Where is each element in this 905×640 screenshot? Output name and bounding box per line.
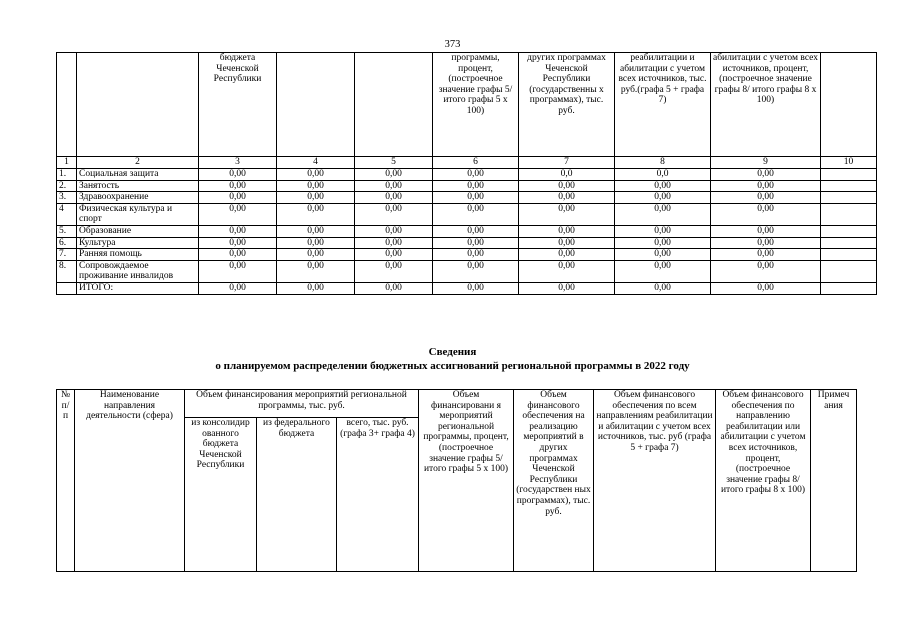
value-cell: 0,00 xyxy=(433,282,519,294)
funding-table-2021 xyxy=(56,52,877,295)
funding-table-2022 xyxy=(56,389,857,572)
value-cell: 0,00 xyxy=(355,192,433,204)
value-cell: 0,00 xyxy=(615,260,711,282)
value-cell: 0,00 xyxy=(277,249,355,261)
value-cell: 0,00 xyxy=(277,237,355,249)
value-cell: 0,00 xyxy=(277,282,355,294)
header-direction: Наименование направления деятельности (сфера) xyxy=(75,390,185,572)
value-cell: 0,00 xyxy=(433,225,519,237)
value-cell: 0,00 xyxy=(199,180,277,192)
note-cell xyxy=(821,237,877,249)
column-number: 3 xyxy=(199,157,277,169)
row-direction-name: Физическая культура и спорт xyxy=(77,203,199,225)
value-cell: 0,00 xyxy=(277,180,355,192)
value-cell: 0,00 xyxy=(711,260,821,282)
value-cell: 0,00 xyxy=(433,203,519,225)
value-cell: 0,00 xyxy=(615,282,711,294)
header-cell xyxy=(277,53,355,157)
note-cell xyxy=(821,169,877,181)
value-cell: 0,00 xyxy=(711,237,821,249)
value-cell: 0,00 xyxy=(355,237,433,249)
value-cell: 0,00 xyxy=(615,237,711,249)
value-cell: 0,00 xyxy=(711,282,821,294)
value-cell: 0,00 xyxy=(199,282,277,294)
section-title: Сведения xyxy=(428,346,477,358)
table-row xyxy=(57,225,877,237)
row-direction-name: Здравоохранение xyxy=(77,192,199,204)
value-cell: 0,00 xyxy=(519,260,615,282)
value-cell: 0,0 xyxy=(615,169,711,181)
column-number: 9 xyxy=(711,157,821,169)
note-cell xyxy=(821,260,877,282)
header-all-directions: Объем финансового обеспечения по всем направлениям реабилитации и абилитации с учетом всех источников, тыс. руб (графа 5 + графа 7) xyxy=(594,390,716,572)
table-row xyxy=(57,282,877,294)
value-cell: 0,00 xyxy=(519,180,615,192)
header-cell: других программах Чеченской Республики (государственны х программах), тыс. руб. xyxy=(519,53,615,157)
value-cell: 0,00 xyxy=(355,282,433,294)
header-cell: реабилитации и абилитации с учетом всех источников, тыс. руб.(графа 5 + графа 7) xyxy=(615,53,711,157)
value-cell: 0,00 xyxy=(433,249,519,261)
row-number: 6. xyxy=(57,237,77,249)
column-number: 6 xyxy=(433,157,519,169)
table-row xyxy=(57,260,877,282)
column-number: 5 xyxy=(355,157,433,169)
value-cell: 0,00 xyxy=(615,192,711,204)
value-cell: 0,00 xyxy=(355,180,433,192)
header-cell xyxy=(821,53,877,157)
table-row xyxy=(57,192,877,204)
value-cell: 0,00 xyxy=(711,225,821,237)
value-cell: 0,0 xyxy=(519,169,615,181)
value-cell: 0,00 xyxy=(433,180,519,192)
row-number: 8. xyxy=(57,260,77,282)
value-cell: 0,00 xyxy=(199,225,277,237)
column-number: 8 xyxy=(615,157,711,169)
value-cell: 0,00 xyxy=(199,169,277,181)
header-cell xyxy=(77,53,199,157)
row-number xyxy=(57,282,77,294)
value-cell: 0,00 xyxy=(199,203,277,225)
value-cell: 0,00 xyxy=(433,169,519,181)
value-cell: 0,00 xyxy=(711,203,821,225)
header-other-programs: Объем финансового обеспечения на реализацию мероприятий в других программах Чеченской Республики (государствен ных программах), тыс. руб. xyxy=(514,390,594,572)
row-direction-name: Образование xyxy=(77,225,199,237)
value-cell: 0,00 xyxy=(355,203,433,225)
header-cell: бюджета Чеченской Республики xyxy=(199,53,277,157)
row-direction-name: Ранняя помощь xyxy=(77,249,199,261)
header-notes: Примеч ания xyxy=(811,390,857,572)
table-row xyxy=(57,180,877,192)
value-cell: 0,00 xyxy=(711,249,821,261)
value-cell: 0,00 xyxy=(711,192,821,204)
value-cell: 0,00 xyxy=(199,260,277,282)
value-cell: 0,00 xyxy=(277,192,355,204)
value-cell: 0,00 xyxy=(199,237,277,249)
header-row-top xyxy=(57,390,857,418)
note-cell xyxy=(821,192,877,204)
row-direction-name: Сопровождаемое проживание инвалидов xyxy=(77,260,199,282)
value-cell: 0,00 xyxy=(277,225,355,237)
note-cell xyxy=(821,203,877,225)
header-funding-share: Объем финансировани я мероприятий региональной программы, процент, (построечное значение графы 5/ итого графы 5 х 100) xyxy=(419,390,514,572)
value-cell: 0,00 xyxy=(519,203,615,225)
value-cell: 0,00 xyxy=(519,237,615,249)
table-row xyxy=(57,169,877,181)
row-number: 7. xyxy=(57,249,77,261)
table-row xyxy=(57,237,877,249)
row-direction-name: Социальная защита xyxy=(77,169,199,181)
header-cell xyxy=(57,53,77,157)
value-cell: 0,00 xyxy=(199,249,277,261)
value-cell: 0,00 xyxy=(519,249,615,261)
row-number: 2. xyxy=(57,180,77,192)
section-subtitle: о планируемом распределении бюджетных ассигнований региональной программы в 2022 году xyxy=(215,360,690,372)
value-cell: 0,00 xyxy=(355,225,433,237)
header-funding-volume: Объем финансирования мероприятий региональной программы, тыс. руб. xyxy=(185,390,419,418)
header-cell: программы, процент, (построечное значение графы 5/ итого графы 5 х 100) xyxy=(433,53,519,157)
column-number: 1 xyxy=(57,157,77,169)
header-cell xyxy=(355,53,433,157)
value-cell: 0,00 xyxy=(277,203,355,225)
value-cell: 0,00 xyxy=(355,169,433,181)
value-cell: 0,00 xyxy=(277,169,355,181)
column-number-row xyxy=(57,157,877,169)
value-cell: 0,00 xyxy=(433,192,519,204)
row-direction-name: Культура xyxy=(77,237,199,249)
value-cell: 0,00 xyxy=(615,203,711,225)
value-cell: 0,00 xyxy=(711,169,821,181)
value-cell: 0,00 xyxy=(433,260,519,282)
value-cell: 0,00 xyxy=(519,282,615,294)
header-total: всего, тыс. руб. (графа 3+ графа 4) xyxy=(337,418,419,572)
value-cell: 0,00 xyxy=(277,260,355,282)
note-cell xyxy=(821,180,877,192)
note-cell xyxy=(821,249,877,261)
value-cell: 0,00 xyxy=(615,249,711,261)
header-cell: абилитации с учетом всех источников, процент, (построечное значение графы 8/ итого графы 8 х 100) xyxy=(711,53,821,157)
row-direction-name: Занятость xyxy=(77,180,199,192)
page-number: 373 xyxy=(444,39,461,50)
value-cell: 0,00 xyxy=(433,237,519,249)
value-cell: 0,00 xyxy=(519,192,615,204)
value-cell: 0,00 xyxy=(355,260,433,282)
header-number: № п/ п xyxy=(57,390,75,572)
column-number: 2 xyxy=(77,157,199,169)
value-cell: 0,00 xyxy=(615,225,711,237)
value-cell: 0,00 xyxy=(615,180,711,192)
table-row xyxy=(57,249,877,261)
note-cell xyxy=(821,225,877,237)
header-consolidated-budget: из консолидир ованного бюджета Чеченской Республики xyxy=(185,418,257,572)
continued-header-row xyxy=(57,53,877,157)
value-cell: 0,00 xyxy=(711,180,821,192)
note-cell xyxy=(821,282,877,294)
row-direction-name: ИТОГО: xyxy=(77,282,199,294)
value-cell: 0,00 xyxy=(355,249,433,261)
column-number: 10 xyxy=(821,157,877,169)
column-number: 7 xyxy=(519,157,615,169)
row-number: 5. xyxy=(57,225,77,237)
row-number: 3. xyxy=(57,192,77,204)
row-number: 4 xyxy=(57,203,77,225)
value-cell: 0,00 xyxy=(199,192,277,204)
value-cell: 0,00 xyxy=(519,225,615,237)
row-number: 1. xyxy=(57,169,77,181)
column-number: 4 xyxy=(277,157,355,169)
header-direction-percent: Объем финансового обеспечения по направлению реабилитации или абилитации с учетом всех источников, процент, (построечное значение графы 8/ итого графы 8 х 100) xyxy=(716,390,811,572)
table-row xyxy=(57,203,877,225)
header-federal-budget: из федерального бюджета xyxy=(257,418,337,572)
